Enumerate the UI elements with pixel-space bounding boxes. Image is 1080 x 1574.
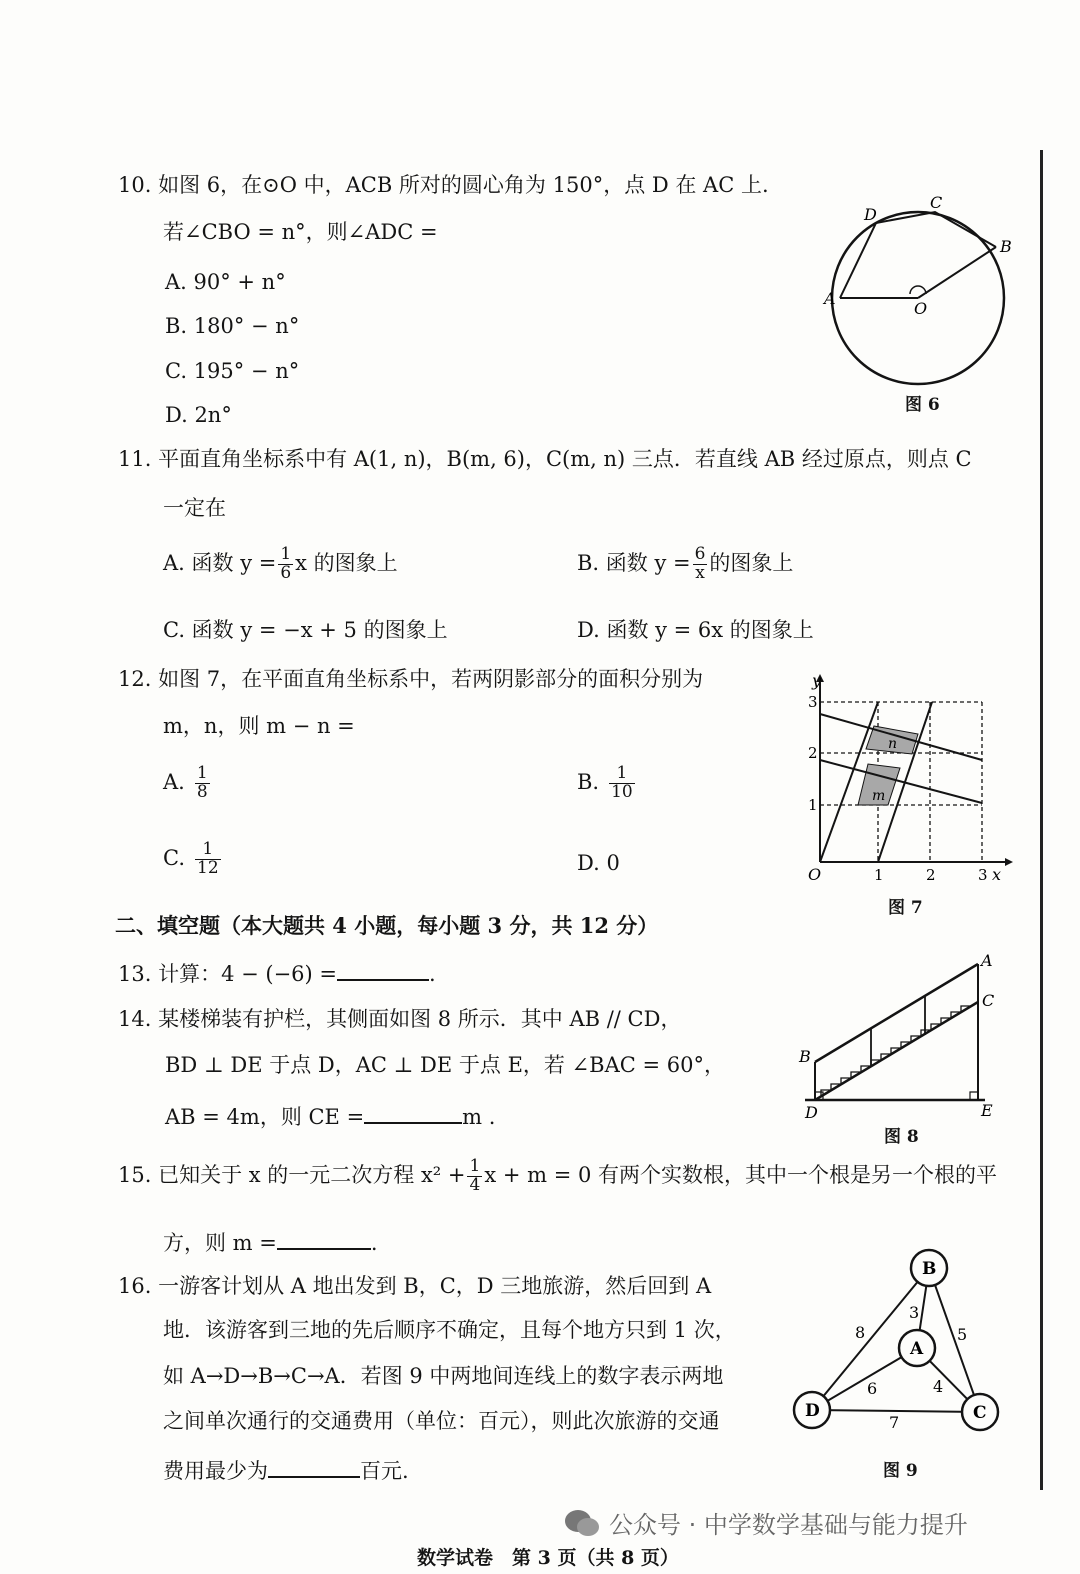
figure-6-caption: 图 6: [905, 395, 940, 415]
q15-stem-suffix: x + m = 0 有两个实数根，其中一个根是另一个根的平: [484, 1162, 997, 1187]
fraction-denominator: 10: [611, 781, 633, 802]
angle-mark-o: [910, 286, 926, 294]
fraction-denominator: 12: [197, 857, 219, 878]
q12-option-c: [163, 841, 223, 878]
figure-7-caption: 图 7: [888, 898, 923, 918]
label-x: x: [992, 865, 1002, 884]
label-c: C: [930, 193, 943, 212]
q16-stem-line3: 如 A→D→B→C→A．若图 9 中两地间连线上的数字表示两地: [163, 1364, 724, 1388]
q14-stem-line3-prefix: AB = 4m，则 CE =: [165, 1105, 365, 1129]
segment-ab: [815, 964, 978, 1062]
q16-stem-line5: [163, 1458, 409, 1482]
q15-stem-line2: [163, 1230, 378, 1254]
q11-option-b-fraction: [693, 546, 708, 583]
q15-period: .: [370, 1231, 378, 1255]
wechat-icon: [563, 1508, 601, 1538]
label-y: y: [812, 671, 822, 690]
edge-dc: [812, 1410, 980, 1412]
q11-option-b-suffix: 的图象上: [709, 550, 794, 575]
q15-stem-prefix: 15. 已知关于 x 的一元二次方程 x² +: [118, 1162, 466, 1187]
q11-option-d: D. 函数 y = 6x 的图象上: [577, 618, 814, 642]
node-c-label: C: [973, 1403, 987, 1423]
q13-answer-blank[interactable]: [337, 961, 429, 981]
fraction-numerator: 1: [280, 544, 292, 564]
label-o: O: [914, 299, 928, 318]
q11-option-c: C. 函数 y = −x + 5 的图象上: [163, 618, 448, 642]
node-c: [962, 1394, 998, 1430]
q10-option-b: B. 180° − n°: [165, 314, 300, 338]
x-axis-arrow: [1005, 858, 1013, 866]
q14-stem-line3: [165, 1104, 495, 1128]
y-tick-2: 2: [808, 744, 818, 762]
x-tick-1: 1: [874, 866, 884, 884]
fraction-numerator: 1: [195, 841, 221, 860]
label-d: D: [805, 1103, 818, 1122]
q14-stem-line2: BD ⊥ DE 于点 D，AC ⊥ DE 于点 E，若 ∠BAC = 60°，: [165, 1053, 726, 1077]
q16-stem-line5-suffix: 百元.: [360, 1459, 409, 1483]
q16-stem-line2: 地．该游客到三地的先后顺序不确定，且每个地方只到 1 次，: [163, 1318, 736, 1342]
x-tick-3: 3: [978, 866, 988, 884]
edge-bd-cost: 8: [855, 1323, 866, 1342]
q12-option-b-fraction: [609, 765, 635, 802]
q14-answer-blank[interactable]: [364, 1104, 462, 1124]
q10-option-d: D. 2n°: [165, 403, 232, 427]
node-b: [911, 1250, 947, 1286]
edge-ac-cost: 4: [933, 1377, 944, 1396]
edge-ab-cost: 3: [909, 1303, 920, 1322]
q11-stem-line2: 一定在: [163, 496, 226, 520]
fraction-denominator: 8: [196, 781, 208, 802]
fraction-numerator: 6: [694, 544, 706, 564]
label-b: B: [799, 1047, 811, 1066]
q14-stem-line1: 14. 某楼梯装有护栏，其侧面如图 8 所示．其中 AB // CD，: [118, 1007, 682, 1031]
q12-option-a-letter: A.: [163, 769, 185, 794]
figure-9-caption: 图 9: [883, 1461, 918, 1481]
section-2-heading: 二、填空题（本大题共 4 小题，每小题 3 分，共 12 分）: [115, 913, 659, 938]
segment-ob: [918, 247, 996, 298]
q12-option-a: [163, 765, 212, 802]
q12-option-a-fraction: [195, 765, 210, 802]
page-footer: 数学试卷 第 3 页（共 8 页）: [417, 1547, 679, 1569]
label-origin: O: [808, 865, 822, 884]
q14-stem-line3-suffix: m .: [462, 1105, 496, 1129]
node-a-label: A: [910, 1339, 924, 1359]
q11-option-a-prefix: A. 函数 y =: [163, 550, 277, 575]
q12-stem-line1: 12. 如图 7，在平面直角坐标系中，若两阴影部分的面积分别为: [118, 667, 704, 691]
y-tick-3: 3: [808, 693, 818, 711]
figure-7-coordinate-plot: [800, 668, 1015, 893]
fraction-numerator: 1: [196, 763, 208, 783]
q16-stem-line4: 之间单次通行的交通费用（单位：百元），则此次旅游的交通: [163, 1409, 720, 1433]
q13-period: .: [429, 962, 436, 986]
watermark-text: 公众号 · 中学数学基础与能力提升: [609, 1511, 968, 1539]
q15-answer-blank[interactable]: [277, 1230, 371, 1250]
figure-8-caption: 图 8: [884, 1127, 919, 1147]
q10-stem-line1: 10. 如图 6，在⊙O 中，ACB 所对的圆心角为 150°，点 D 在 AC 上.: [118, 173, 769, 197]
q13: [118, 961, 436, 985]
y-tick-1: 1: [808, 796, 818, 814]
label-n: n: [888, 736, 898, 752]
label-b: B: [1000, 237, 1012, 256]
q15-fraction: [467, 1158, 482, 1195]
figure-6-circle: [810, 190, 1020, 420]
figure-9-graph: [785, 1240, 1020, 1445]
q10-stem-line2: 若∠CBO = n°，则∠ADC =: [163, 220, 438, 244]
graph-edges: [812, 1268, 980, 1412]
q10-option-c: C. 195° − n°: [165, 359, 300, 383]
q12-option-c-fraction: [195, 841, 221, 878]
node-a: [899, 1330, 935, 1366]
x-tick-2: 2: [926, 866, 936, 884]
q15-stem-line2-prefix: 方，则 m =: [163, 1231, 277, 1255]
fraction-numerator: 1: [609, 765, 635, 784]
node-d: [794, 1392, 830, 1428]
fraction-denominator: 4: [469, 1174, 481, 1195]
node-d-label: D: [805, 1401, 820, 1421]
rail-posts: [871, 996, 925, 1067]
q12-option-b: [577, 765, 637, 802]
q12-stem-line2: m，n，则 m − n =: [163, 714, 355, 738]
q15-stem-line1: [118, 1158, 997, 1195]
fraction-numerator: 1: [469, 1156, 481, 1176]
q10-option-a: A. 90° + n°: [165, 270, 286, 294]
q16-answer-blank[interactable]: [268, 1458, 360, 1478]
chord-path-adcb: [840, 212, 996, 298]
watermark: [563, 1505, 968, 1540]
q16-stem-line1: 16. 一游客计划从 A 地出发到 B，C，D 三地旅游，然后回到 A: [118, 1274, 712, 1298]
figure-8-staircase: [795, 950, 1005, 1130]
q11-stem-line1: 11. 平面直角坐标系中有 A(1, n)，B(m, 6)，C(m, n) 三点．若直线 AB 经过原点，则点 C: [118, 447, 972, 471]
q16-stem-line5-prefix: 费用最少为: [163, 1459, 268, 1483]
label-e: E: [981, 1101, 993, 1120]
edge-ad-cost: 6: [867, 1379, 878, 1398]
label-d: D: [864, 205, 877, 224]
q11-option-a-suffix: x 的图象上: [295, 550, 398, 575]
page-margin-line: [1040, 150, 1043, 1490]
q11-option-b: [577, 546, 793, 583]
label-c: C: [982, 991, 995, 1010]
q11-option-a-fraction: [278, 546, 293, 583]
segment-dc: [815, 1002, 978, 1100]
q12-option-b-letter: B.: [577, 769, 600, 794]
fraction-denominator: x: [695, 562, 705, 583]
label-m: m: [872, 788, 886, 804]
edge-dc-cost: 7: [889, 1413, 900, 1432]
q11-option-b-prefix: B. 函数 y =: [577, 550, 691, 575]
q11-option-a: [163, 546, 398, 583]
node-b-label: B: [922, 1259, 937, 1279]
q12-option-c-letter: C.: [163, 845, 185, 870]
q13-stem: 13. 计算：4 − (−6) =: [118, 962, 337, 986]
label-a: A: [824, 289, 836, 308]
q12-option-d: D. 0: [577, 851, 620, 875]
label-a: A: [981, 951, 993, 970]
fraction-denominator: 6: [280, 562, 292, 583]
edge-bc-cost: 5: [957, 1325, 968, 1344]
